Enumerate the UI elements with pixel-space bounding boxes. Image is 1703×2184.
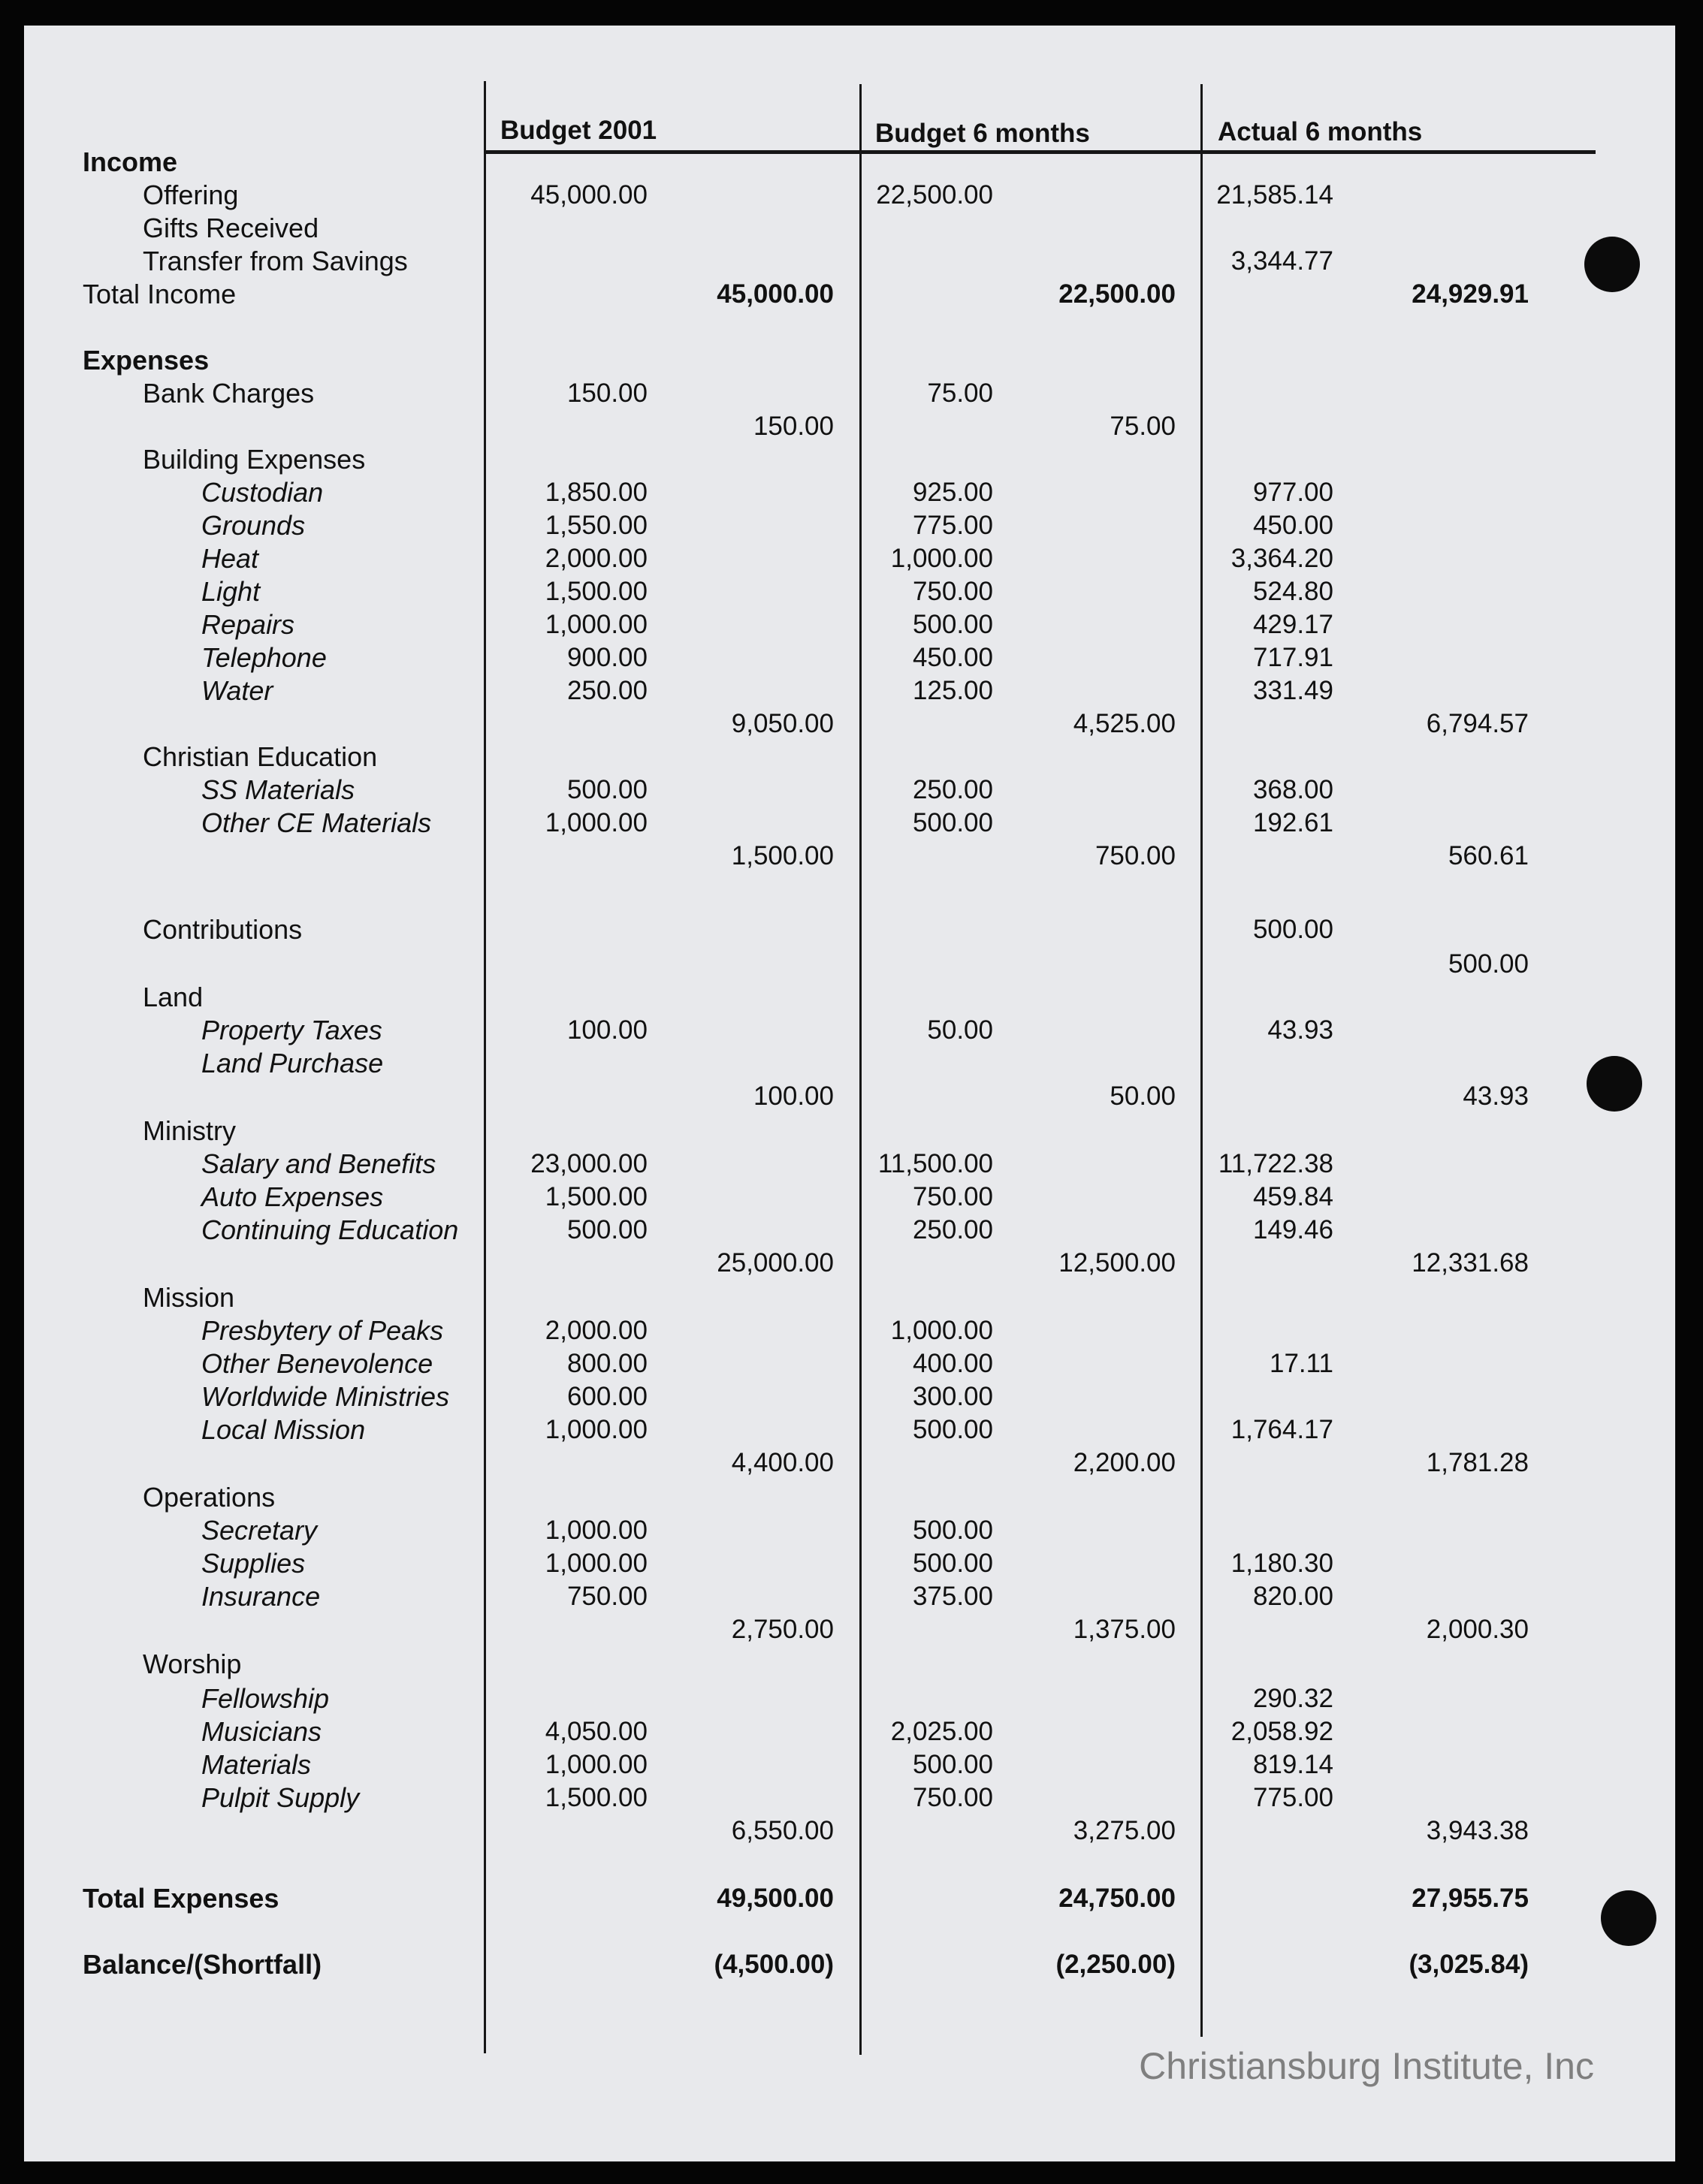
row-label: Other Benevolence <box>201 1348 433 1379</box>
row-fellowship <box>24 1682 1675 1715</box>
row-materials <box>24 1748 1675 1781</box>
actual-6m-total: 560.61 <box>1448 841 1529 870</box>
budget-6m-value: 11,500.00 <box>877 1149 993 1178</box>
budget-6m-value: 125.00 <box>912 676 993 705</box>
budget-6m-value: 500.00 <box>912 1549 993 1578</box>
row-transfer-from-savings <box>24 245 1675 278</box>
actual-6m-value: 524.80 <box>1252 577 1333 606</box>
row-label: Light <box>201 576 261 607</box>
row-secretary <box>24 1514 1675 1547</box>
budget-2001-value: 2,000.00 <box>545 1316 648 1345</box>
budget-2001-value: 45,000.00 <box>530 180 648 210</box>
row-label: Custodian <box>201 477 324 508</box>
budget-2001-value: 1,500.00 <box>545 577 648 606</box>
row-label: Expenses <box>83 345 210 376</box>
budget-2001-value: 1,000.00 <box>545 1549 648 1578</box>
budget-2001-value: 23,000.00 <box>530 1149 648 1178</box>
actual-6m-value: 21,585.14 <box>1216 180 1333 210</box>
row-label: Repairs <box>201 609 295 640</box>
row-label: Operations <box>143 1482 276 1513</box>
actual-6m-value: 2,058.92 <box>1230 1717 1333 1746</box>
budget-2001-value: 1,500.00 <box>545 1182 648 1211</box>
actual-6m-total: 6,794.57 <box>1426 709 1529 738</box>
budget-6m-total: 12,500.00 <box>1058 1248 1176 1278</box>
actual-6m-value: 3,364.20 <box>1230 544 1333 573</box>
actual-6m-value: 192.61 <box>1252 808 1333 837</box>
row-bank-charges <box>24 377 1675 410</box>
budget-2001-total: (4,500.00) <box>714 1950 834 1979</box>
budget-2001-total: 6,550.00 <box>731 1816 834 1845</box>
row-light <box>24 575 1675 608</box>
budget-2001-value: 1,000.00 <box>545 610 648 639</box>
subtotal-row <box>24 410 1675 443</box>
budget-6m-value: 500.00 <box>912 1516 993 1545</box>
row-other-benevolence <box>24 1347 1675 1380</box>
row-label: Auto Expenses <box>201 1181 384 1212</box>
budget-6m-total: (2,250.00) <box>1055 1950 1176 1979</box>
budget-6m-total: 22,500.00 <box>1058 279 1176 309</box>
row-other-ce-materials <box>24 807 1675 840</box>
budget-2001-total: 9,050.00 <box>731 709 834 738</box>
actual-6m-value: 775.00 <box>1252 1783 1333 1812</box>
budget-6m-total: 3,275.00 <box>1073 1816 1176 1845</box>
subtotal-row <box>24 1613 1675 1646</box>
row-ministry <box>24 1115 1675 1148</box>
budget-2001-total: 2,750.00 <box>731 1615 834 1644</box>
row-label: Pulpit Supply <box>201 1782 360 1813</box>
row-repairs <box>24 608 1675 641</box>
row-total-income <box>24 278 1675 311</box>
actual-6m-value: 1,764.17 <box>1230 1415 1333 1444</box>
budget-6m-value: 1,000.00 <box>890 544 993 573</box>
actual-6m-value: 290.32 <box>1252 1684 1333 1713</box>
row-label: Salary and Benefits <box>201 1148 436 1179</box>
row-label: Mission <box>143 1282 235 1313</box>
budget-2001-value: 800.00 <box>566 1349 648 1378</box>
budget-6m-total: 24,750.00 <box>1058 1884 1176 1913</box>
actual-6m-value: 1,180.30 <box>1230 1549 1333 1578</box>
budget-2001-value: 1,000.00 <box>545 808 648 837</box>
actual-6m-total: 2,000.30 <box>1426 1615 1529 1644</box>
row-label: Offering <box>143 179 239 210</box>
row-musicians <box>24 1715 1675 1748</box>
budget-6m-total: 50.00 <box>1110 1081 1176 1111</box>
actual-6m-total: 43.93 <box>1463 1081 1529 1111</box>
budget-6m-value: 300.00 <box>912 1382 993 1411</box>
budget-2001-value: 1,000.00 <box>545 1415 648 1444</box>
row-label: Supplies <box>201 1548 306 1579</box>
row-label: Building Expenses <box>143 444 366 475</box>
budget-6m-value: 775.00 <box>912 511 993 540</box>
row-label: Total Expenses <box>83 1883 279 1914</box>
row-operations <box>24 1481 1675 1514</box>
budget-2001-value: 1,850.00 <box>545 478 648 507</box>
budget-6m-value: 500.00 <box>912 1750 993 1779</box>
row-label: Local Mission <box>201 1414 366 1445</box>
actual-6m-total: 500.00 <box>1448 949 1529 979</box>
watermark: Christiansburg Institute, Inc <box>1139 2045 1594 2087</box>
budget-6m-value: 75.00 <box>927 379 993 408</box>
budget-2001-value: 1,000.00 <box>545 1750 648 1779</box>
row-grounds <box>24 509 1675 542</box>
row-label: Materials <box>201 1749 312 1780</box>
budget-6m-value: 500.00 <box>912 808 993 837</box>
actual-6m-value: 17.11 <box>1270 1349 1333 1378</box>
subtotal-row <box>24 1814 1675 1848</box>
header-actual-6-months: Actual 6 months <box>1218 117 1423 146</box>
budget-2001-value: 250.00 <box>566 676 648 705</box>
budget-6m-value: 500.00 <box>912 610 993 639</box>
actual-6m-value: 429.17 <box>1252 610 1333 639</box>
budget-6m-total: 2,200.00 <box>1073 1448 1176 1477</box>
budget-6m-value: 450.00 <box>912 643 993 672</box>
row-heat <box>24 542 1675 575</box>
actual-6m-value: 717.91 <box>1252 643 1333 672</box>
row-label: SS Materials <box>201 774 355 805</box>
row-label: Total Income <box>83 279 237 309</box>
row-insurance <box>24 1580 1675 1613</box>
budget-2001-value: 900.00 <box>566 643 648 672</box>
budget-2001-total: 4,400.00 <box>731 1448 834 1477</box>
row-offering <box>24 179 1675 212</box>
header-budget-6-months: Budget 6 months <box>875 119 1090 148</box>
row-label: Water <box>201 675 273 706</box>
row-auto-expenses <box>24 1181 1675 1214</box>
budget-2001-value: 500.00 <box>566 775 648 804</box>
row-label: Gifts Received <box>143 213 319 243</box>
budget-6m-value: 750.00 <box>912 1182 993 1211</box>
row-christian-education <box>24 741 1675 774</box>
budget-6m-value: 750.00 <box>912 1783 993 1812</box>
row-label: Land Purchase <box>201 1048 384 1078</box>
row-land <box>24 981 1675 1014</box>
row-label: Transfer from Savings <box>143 246 408 276</box>
row-ss-materials <box>24 774 1675 807</box>
budget-6m-value: 750.00 <box>912 577 993 606</box>
row-local-mission <box>24 1413 1675 1446</box>
actual-6m-value: 819.14 <box>1252 1750 1333 1779</box>
row-label: Other CE Materials <box>201 807 432 838</box>
budget-2001-value: 2,000.00 <box>545 544 648 573</box>
row-label: Land <box>143 982 204 1012</box>
budget-6m-value: 250.00 <box>912 1215 993 1244</box>
budget-2001-value: 1,500.00 <box>545 1783 648 1812</box>
row-label: Ministry <box>143 1115 236 1146</box>
budget-2001-value: 750.00 <box>566 1582 648 1611</box>
row-water <box>24 674 1675 707</box>
budget-2001-total: 45,000.00 <box>717 279 834 309</box>
row-label: Worldwide Ministries <box>201 1381 450 1412</box>
row-worldwide-ministries <box>24 1380 1675 1413</box>
row-presbytery-of-peaks <box>24 1314 1675 1347</box>
row-label: Contributions <box>143 914 303 945</box>
actual-6m-total: 1,781.28 <box>1426 1448 1529 1477</box>
row-label: Heat <box>201 543 259 574</box>
budget-6m-total: 750.00 <box>1095 841 1176 870</box>
row-worship <box>24 1648 1675 1681</box>
row-pulpit-supply <box>24 1781 1675 1814</box>
subtotal-row <box>24 948 1675 981</box>
row-telephone <box>24 641 1675 674</box>
budget-2001-value: 600.00 <box>566 1382 648 1411</box>
actual-6m-total: (3,025.84) <box>1409 1950 1529 1979</box>
row-total-expenses <box>24 1882 1675 1915</box>
actual-6m-value: 977.00 <box>1252 478 1333 507</box>
subtotal-row <box>24 1080 1675 1113</box>
row-label: Insurance <box>201 1581 321 1612</box>
row-label: Christian Education <box>143 741 378 772</box>
budget-2001-value: 1,000.00 <box>545 1516 648 1545</box>
row-label: Continuing Education <box>201 1214 459 1245</box>
row-label: Fellowship <box>201 1683 330 1714</box>
actual-6m-value: 500.00 <box>1252 915 1333 944</box>
row-label: Balance/(Shortfall) <box>83 1949 322 1980</box>
row-label: Presbytery of Peaks <box>201 1315 444 1346</box>
actual-6m-total: 12,331.68 <box>1412 1248 1529 1278</box>
budget-6m-total: 4,525.00 <box>1073 709 1176 738</box>
budget-6m-value: 1,000.00 <box>890 1316 993 1345</box>
actual-6m-value: 43.93 <box>1267 1015 1333 1045</box>
subtotal-row <box>24 707 1675 741</box>
row-supplies <box>24 1547 1675 1580</box>
budget-2001-value: 100.00 <box>566 1015 648 1045</box>
row-balance-shortfall <box>24 1948 1675 1981</box>
actual-6m-value: 149.46 <box>1252 1215 1333 1244</box>
actual-6m-total: 24,929.91 <box>1412 279 1529 309</box>
actual-6m-value: 331.49 <box>1252 676 1333 705</box>
budget-6m-value: 2,025.00 <box>890 1717 993 1746</box>
actual-6m-value: 450.00 <box>1252 511 1333 540</box>
row-property-taxes <box>24 1014 1675 1047</box>
actual-6m-value: 3,344.77 <box>1230 246 1333 276</box>
budget-2001-total: 150.00 <box>753 412 834 441</box>
budget-6m-value: 22,500.00 <box>876 180 993 210</box>
actual-6m-value: 368.00 <box>1252 775 1333 804</box>
row-income <box>24 146 1675 179</box>
budget-2001-value: 150.00 <box>566 379 648 408</box>
budget-6m-value: 250.00 <box>912 775 993 804</box>
row-label: Grounds <box>201 510 306 541</box>
budget-2001-value: 4,050.00 <box>545 1717 648 1746</box>
budget-6m-value: 375.00 <box>912 1582 993 1611</box>
actual-6m-value: 11,722.38 <box>1218 1149 1333 1178</box>
budget-2001-total: 1,500.00 <box>731 841 834 870</box>
budget-2001-value: 500.00 <box>566 1215 648 1244</box>
row-label: Property Taxes <box>201 1015 382 1045</box>
row-mission <box>24 1281 1675 1314</box>
row-building-expenses <box>24 443 1675 476</box>
row-expenses <box>24 344 1675 377</box>
row-salary-and-benefits <box>24 1148 1675 1181</box>
subtotal-row <box>24 840 1675 873</box>
row-label: Secretary <box>201 1515 318 1546</box>
row-contributions <box>24 913 1675 946</box>
row-land-purchase <box>24 1047 1675 1080</box>
row-label: Bank Charges <box>143 378 315 409</box>
budget-6m-value: 925.00 <box>912 478 993 507</box>
budget-2001-value: 1,550.00 <box>545 511 648 540</box>
row-label: Income <box>83 146 178 177</box>
subtotal-row <box>24 1446 1675 1480</box>
header-budget-2001: Budget 2001 <box>500 116 657 145</box>
actual-6m-total: 3,943.38 <box>1426 1816 1529 1845</box>
budget-2001-total: 100.00 <box>753 1081 834 1111</box>
row-label: Telephone <box>201 642 327 673</box>
row-label: Worship <box>143 1649 242 1679</box>
actual-6m-value: 459.84 <box>1252 1182 1333 1211</box>
actual-6m-value: 820.00 <box>1252 1582 1333 1611</box>
budget-6m-total: 1,375.00 <box>1073 1615 1176 1644</box>
document-page <box>24 26 1675 2161</box>
row-custodian <box>24 476 1675 509</box>
budget-2001-total: 25,000.00 <box>717 1248 834 1278</box>
row-continuing-education <box>24 1214 1675 1247</box>
actual-6m-total: 27,955.75 <box>1412 1884 1529 1913</box>
budget-2001-total: 49,500.00 <box>717 1884 834 1913</box>
subtotal-row <box>24 1247 1675 1280</box>
budget-6m-total: 75.00 <box>1110 412 1176 441</box>
row-label: Musicians <box>201 1716 322 1747</box>
budget-6m-value: 500.00 <box>912 1415 993 1444</box>
budget-6m-value: 50.00 <box>927 1015 993 1045</box>
budget-6m-value: 400.00 <box>912 1349 993 1378</box>
row-gifts-received <box>24 212 1675 245</box>
